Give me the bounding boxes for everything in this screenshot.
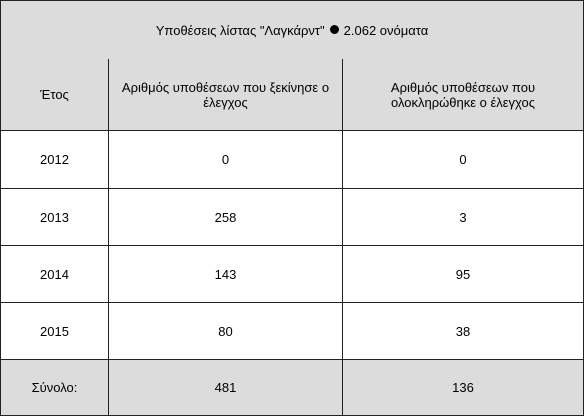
cell-year: 2012 <box>1 131 109 188</box>
table-row <box>1 303 583 360</box>
table-row <box>1 131 583 189</box>
cell-year: 2013 <box>1 189 109 245</box>
table-header-row <box>1 59 583 131</box>
cell-year: 2015 <box>1 303 109 359</box>
bullet-icon <box>330 25 339 34</box>
table-row <box>1 246 583 303</box>
cell-started: 0 <box>109 131 343 188</box>
table-title <box>1 1 583 60</box>
table-row <box>1 189 583 246</box>
cell-started: 258 <box>109 189 343 245</box>
cell-completed: 38 <box>455 323 471 339</box>
cell-started: 80 <box>109 303 343 359</box>
total-completed: 136 <box>452 380 474 395</box>
total-label: Σύνολο: <box>1 360 109 415</box>
cell-completed: 3 <box>459 209 467 225</box>
header-year: Έτος <box>1 59 109 130</box>
table-title-suffix: 2.062 ονόματα <box>343 22 429 38</box>
cell-year: 2014 <box>1 246 109 302</box>
table-total-row <box>1 360 583 415</box>
header-started: Αριθμός υποθέσεων που ξεκίνησε ο έλεγχος <box>109 59 343 130</box>
cell-started: 143 <box>109 246 343 302</box>
table-title-text: Υποθέσεις λίστας "Λαγκάρντ" <box>155 22 325 38</box>
total-started: 481 <box>109 360 343 415</box>
header-completed: Αριθμός υποθέσεων που ολοκληρώθηκε ο έλεγχος <box>390 79 536 110</box>
cell-completed: 95 <box>455 266 471 282</box>
cell-completed: 0 <box>459 152 467 167</box>
